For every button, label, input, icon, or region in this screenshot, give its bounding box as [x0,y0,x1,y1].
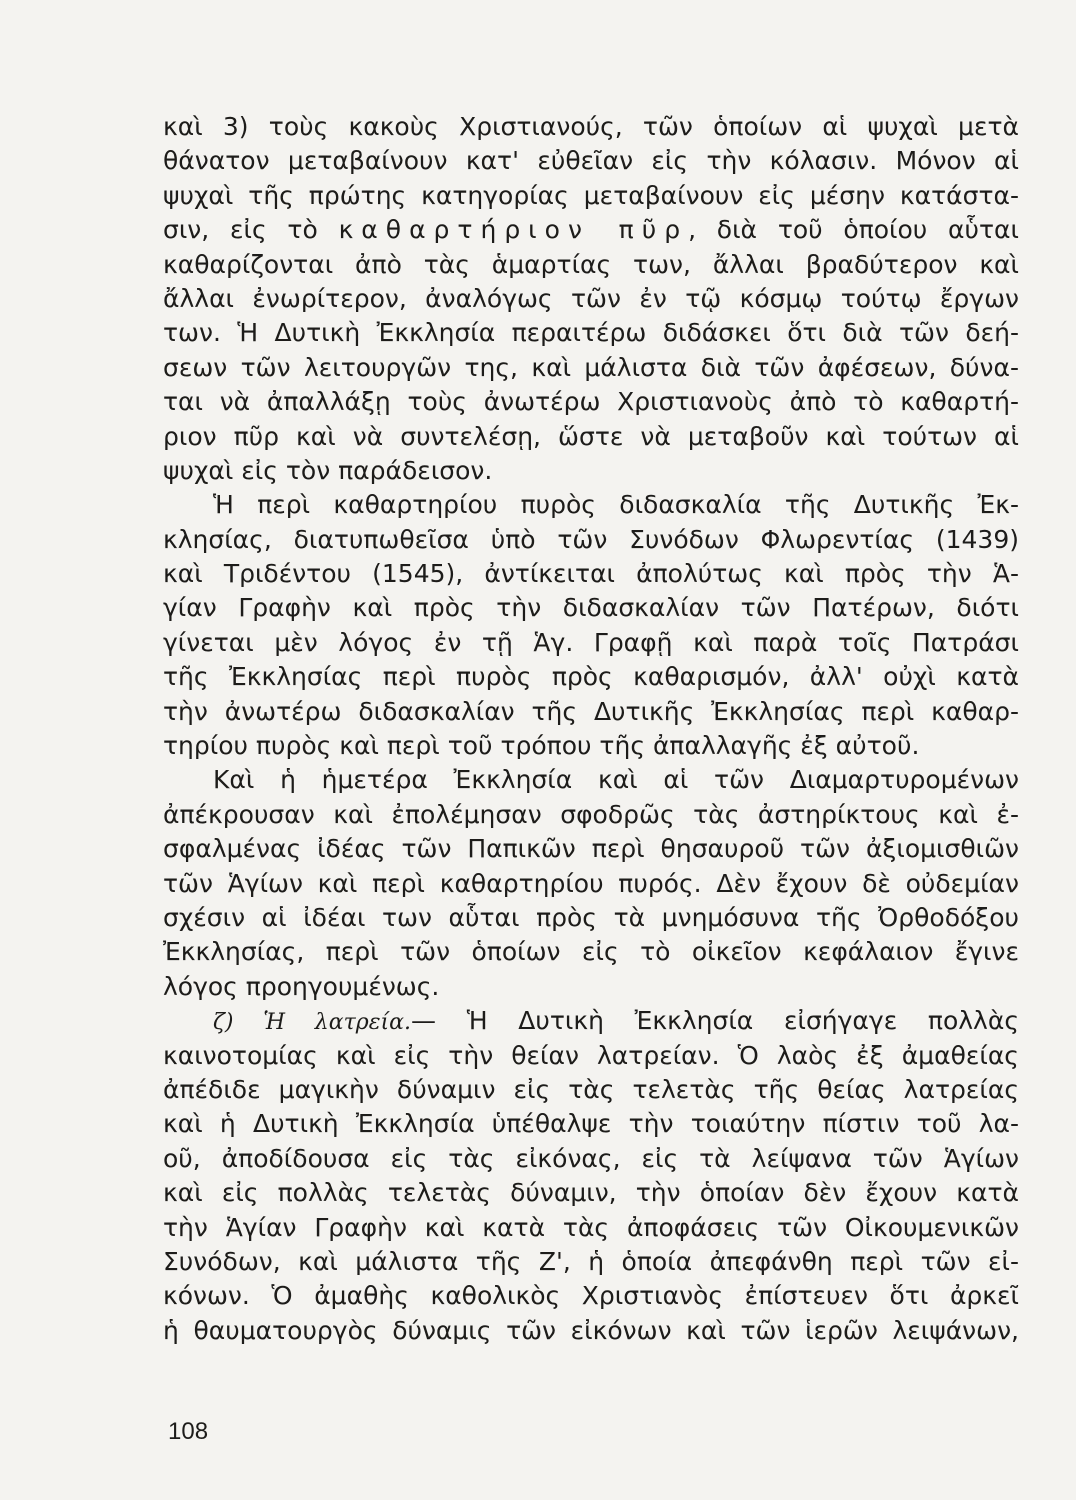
text-line: σεων τῶν λειτουργῶν της, καὶ μάλιστα διὰ τῶν ἀφέσεων, δύνα- [163,352,1019,382]
text-line: καινοτομίας καὶ εἰς τὴν θείαν λατρείαν. Ὁ λαὸς ἐξ ἀμαθείας [163,1040,1019,1070]
text-line: Συνόδων, καὶ μάλιστα τῆς Ζ', ἡ ὁποία ἀπεφάνθη περὶ τῶν εἰ- [163,1246,1019,1276]
line-text-before: σιν, εἰς τὸ [163,215,339,245]
text-line: ἀπέκρουσαν καὶ ἐπολέμησαν σφοδρῶς τὰς ἀστηρίκτους καὶ ἐ- [163,799,1019,829]
text-line: ἀπέδιδε μαγικὴν δύναμιν εἰς τὰς τελετὰς τῆς θείας λατρείας [163,1074,1019,1104]
text-line: τὴν Ἁγίαν Γραφὴν καὶ κατὰ τὰς ἀποφάσεις τῶν Οἰκουμενικῶν [163,1212,1019,1242]
text-line: καὶ Τριδέντου (1545), ἀντίκειται ἀπολύτως καὶ πρὸς τὴν Ἁ- [163,559,1019,589]
text-line: σφαλμένας ἰδέας τῶν Παπικῶν περὶ θησαυροῦ τῶν ἀξιομισθιῶν [163,834,1019,864]
text-line: θάνατον μεταβαίνουν κατ' εὐθεῖαν εἰς τὴν κόλασιν. Μόνον αἱ [163,146,1019,176]
text-line: ται νὰ ἀπαλλάξῃ τοὺς ἀνωτέρω Χριστιανοὺς ἀπὸ τὸ καθαρτή- [163,387,1019,417]
text-line: ψυχαὶ εἰς τὸν παράδεισον. [163,455,493,485]
text-line: λόγος προηγουμένως. [163,971,440,1001]
text-line: καὶ 3) τοὺς κακοὺς Χριστιανούς, τῶν ὁποίων αἱ ψυχαὶ μετὰ [163,112,1019,141]
text-line: γίαν Γραφὴν καὶ πρὸς τὴν διδασκαλίαν τῶν Πατέρων, διότι [163,593,1019,623]
text-line: καὶ εἰς πολλὰς τελετὰς δύναμιν, τὴν ὁποίαν δὲν ἔχουν κατὰ [163,1178,1019,1208]
section-heading: ζ) Ἡ λατρεία. [213,1010,411,1036]
text-line: τῆς Ἐκκλησίας περὶ πυρὸς πρὸς καθαρισμόν, ἀλλ' οὐχὶ κατὰ [163,662,1019,692]
text-line [163,213,1019,247]
text-line: Ἐκκλησίας, περὶ τῶν ὁποίων εἰς τὸ οἰκεῖον κεφάλαιον ἔγινε [163,937,1019,967]
text-line: καὶ ἡ Δυτικὴ Ἐκκλησία ὑπέθαλψε τὴν τοιαύτην πίστιν τοῦ λα- [163,1109,1019,1139]
text-line: καθαρίζονται ἀπὸ τὰς ἁμαρτίας των, ἄλλαι βραδύτερον καὶ [163,249,1019,279]
text-line: τῶν Ἁγίων καὶ περὶ καθαρτηρίου πυρός. Δὲν ἔχουν δὲ οὐδεμίαν [163,868,1019,898]
text-line: οῦ, ἀποδίδουσα εἰς τὰς εἰκόνας, εἰς τὰ λείψανα τῶν Ἁγίων [163,1143,1019,1173]
text-line: ριον πῦρ καὶ νὰ συντελέσῃ, ὥστε νὰ μεταβοῦν καὶ τούτων αἱ [163,421,1019,451]
page-body-text [163,110,1019,1348]
text-line: γίνεται μὲν λόγος ἐν τῇ Ἁγ. Γραφῇ καὶ παρὰ τοῖς Πατράσι [163,627,1019,657]
text-line: ψυχαὶ τῆς πρώτης κατηγορίας μεταβαίνουν εἰς μέσην κατάστα- [163,180,1019,210]
text-line: Ἡ περὶ καθαρτηρίου πυρὸς διδασκαλία τῆς Δυτικῆς Ἐκ- [213,490,1019,520]
text-line: κόνων. Ὁ ἀμαθὴς καθολικὸς Χριστιανὸς ἐπίστευεν ὅτι ἀρκεῖ [163,1281,1019,1311]
text-line: ἄλλαι ἐνωρίτερον, ἀναλόγως τῶν ἐν τῷ κόσμῳ τούτῳ ἔργων [163,283,1019,313]
text-line: Καὶ ἡ ἡμετέρα Ἐκκλησία καὶ αἱ τῶν Διαμαρτυρομένων [213,765,1019,795]
text-line: τὴν ἀνωτέρω διδασκαλίαν τῆς Δυτικῆς Ἐκκλησίας περὶ καθαρ- [163,696,1019,726]
text-line: τηρίου πυρὸς καὶ περὶ τοῦ τρόπου τῆς ἀπαλλαγῆς ἐξ αὐτοῦ. [163,731,920,761]
text-line [163,1004,1019,1038]
text-line: ἡ θαυματουργὸς δύναμις τῶν εἰκόνων καὶ τῶν ἱερῶν λειψάνων, [163,1315,1019,1345]
line-text-after: — Ἡ Δυτικὴ Ἐκκλησία εἰσήγαγε πολλὰς [411,1006,1019,1036]
line-text-after: , διὰ τοῦ ὁποίου αὗται [688,215,1019,245]
text-line: κλησίας, διατυπωθεῖσα ὑπὸ τῶν Συνόδων Φλωρεντίας (1439) [163,524,1019,554]
text-line: σχέσιν αἱ ἰδέαι των αὗται πρὸς τὰ μνημόσυνα τῆς Ὀρθοδόξου [163,902,1019,932]
text-line: των. Ἡ Δυτικὴ Ἐκκλησία περαιτέρω διδάσκει ὅτι διὰ τῶν δεή- [163,318,1019,348]
emphasized-term: καθαρτήριον πῦρ [338,215,689,245]
page-number: 108 [168,1418,209,1445]
